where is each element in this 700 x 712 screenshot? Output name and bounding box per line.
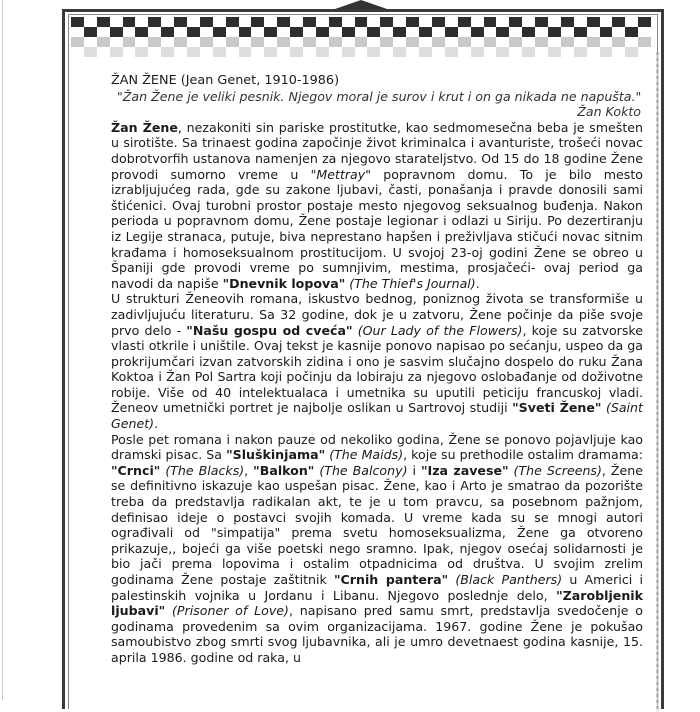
paragraph-text: u Americi i palestinskih vojnika u Jordanu i Libanu. Njegovo poslednje delo, <box>111 572 643 603</box>
checker-cell <box>264 27 277 37</box>
checker-cell <box>174 37 187 47</box>
epigraph-quote: "Žan Žene je veliki pesnik. Njegov moral je surov i krut i on ga nikada ne napušta." <box>117 88 642 104</box>
paragraph-text: , <box>244 462 254 478</box>
checker-cell <box>277 37 290 47</box>
checker-cell <box>600 37 613 47</box>
checker-cell <box>419 27 432 37</box>
checker-cell <box>458 27 471 37</box>
checker-cell <box>213 47 226 57</box>
checker-cell <box>600 27 613 37</box>
checker-cell <box>445 37 458 47</box>
checker-cell <box>290 27 303 37</box>
checker-cell <box>355 47 368 57</box>
checker-cell <box>535 17 548 27</box>
paragraph-text: , koje su prethodile ostalim dramama: <box>403 447 643 463</box>
checker-cell <box>342 17 355 27</box>
paragraph-text: , Žene se definitivno iskazuje kao uspešan pisac. Žene, kao i Arto je smatrao da pozorište treba da predstavlja radikalan akt, te je u tom pravcu, sa posebnom pažnjom, definisao ideje o postavci svojih komada. U vreme kada su se mnogi autori ograđivali od "simpatija" prema svetu homoseksualizma, Žene ga otvoreno prikazuje,, bojeći ga više poetski nego sramno. Ipak, njegov osećaj solidarnosti je bio jači prema lopovima i ostalim otpadnicima od društva. U svojim zrelim godinama Žene postaje zaštitnik <box>111 462 643 587</box>
checker-cell <box>239 27 252 37</box>
checker-cell <box>406 47 419 57</box>
emphasized-title: "Crnih pantera" <box>333 572 449 587</box>
checker-cell <box>625 27 638 37</box>
article-paragraph <box>111 432 643 666</box>
checker-cell <box>535 37 548 47</box>
checker-cell <box>522 37 535 47</box>
checker-cell <box>484 17 497 27</box>
checker-cell <box>303 37 316 47</box>
checker-cell <box>509 27 522 37</box>
checker-cell <box>135 17 148 27</box>
checker-cell <box>123 27 136 37</box>
italic-text: (The Screens) <box>513 462 602 478</box>
checker-cell <box>84 27 97 37</box>
checker-cell <box>97 17 110 27</box>
checker-cell <box>367 27 380 37</box>
checker-cell <box>329 37 342 47</box>
checker-cell <box>187 17 200 27</box>
checker-cell <box>587 17 600 27</box>
checker-cell <box>329 27 342 37</box>
checker-cell <box>97 27 110 37</box>
checker-cell <box>97 47 110 57</box>
italic-text: (Prisoner of Love) <box>172 603 289 619</box>
article-content <box>111 73 643 666</box>
checker-cell <box>522 17 535 27</box>
checker-cell <box>432 47 445 57</box>
checker-cell <box>625 47 638 57</box>
checker-cell <box>471 17 484 27</box>
checker-cell <box>367 47 380 57</box>
checker-cell <box>522 27 535 37</box>
checker-cell <box>277 47 290 57</box>
checker-cell <box>419 17 432 27</box>
checker-cell <box>509 47 522 57</box>
checker-cell <box>574 47 587 57</box>
checker-cell <box>355 27 368 37</box>
checker-cell <box>561 27 574 37</box>
checker-cell <box>187 27 200 37</box>
checker-cell <box>612 27 625 37</box>
italic-text: "Mettray" <box>310 166 372 182</box>
paragraph-text: . <box>154 416 159 432</box>
emphasized-title: "Dnevnik lopova" <box>222 275 346 291</box>
checker-cell <box>419 37 432 47</box>
checker-cell <box>432 37 445 47</box>
checker-cell <box>213 37 226 47</box>
paragraph-text: . <box>475 275 480 291</box>
checker-cell <box>600 47 613 57</box>
checker-row <box>71 47 651 57</box>
checker-cell <box>393 37 406 47</box>
checker-cell <box>110 17 123 27</box>
checker-cell <box>548 27 561 37</box>
checker-cell <box>406 17 419 27</box>
emphasized-title: "Našu gospu od cveća" <box>186 322 353 338</box>
checker-cell <box>342 47 355 57</box>
paragraph-text: i <box>407 462 421 478</box>
checker-cell <box>213 27 226 37</box>
checker-cell <box>587 47 600 57</box>
paragraph-text: , koje su zatvorske vlasti otkrile i uništile. Ovaj tekst je kasnije ponovo napisao po sećanju, uspeo da ga prokrijumčari izvan zatvorskih zidina i ono je sasvim slučajno dospelo do ruku Žana Koktoa i Žan Pol Sartra koji počinju da lobiraju za njegovo oslobađanje od doživotne robije. Više od 40 intelektualaca i umetnika su uputili peticiju francuskoj vladi. Ženeov umetnički portret je najbolje oslikan u Sartrovoj studiji <box>111 322 643 416</box>
checker-cell <box>316 47 329 57</box>
checker-cell <box>251 27 264 37</box>
checker-cell <box>251 47 264 57</box>
checker-cell <box>471 37 484 47</box>
checker-cell <box>174 27 187 37</box>
checker-cell <box>213 17 226 27</box>
checker-cell <box>226 27 239 37</box>
checker-cell <box>174 47 187 57</box>
checker-row <box>71 27 651 37</box>
checker-cell <box>123 47 136 57</box>
checker-cell <box>419 47 432 57</box>
checkered-border-ornament <box>71 17 651 57</box>
checker-cell <box>84 47 97 57</box>
checker-cell <box>367 37 380 47</box>
checker-cell <box>71 17 84 27</box>
checker-cell <box>148 27 161 37</box>
italic-text: (The Balcony) <box>319 462 408 478</box>
article-paragraph <box>111 291 643 431</box>
scan-edge-shadow <box>656 52 659 712</box>
checker-cell <box>638 37 651 47</box>
article-paragraph <box>111 120 643 292</box>
frame-top-ornament <box>335 0 387 9</box>
checker-cell <box>277 17 290 27</box>
article-title: ŽAN ŽENE (Jean Genet, 1910-1986) <box>111 73 340 88</box>
checker-cell <box>239 37 252 47</box>
italic-text: (Saint Genet) <box>111 400 643 432</box>
italic-text: (Black Panthers) <box>455 572 563 587</box>
checker-cell <box>290 37 303 47</box>
checker-cell <box>496 47 509 57</box>
checker-cell <box>84 37 97 47</box>
checker-cell <box>148 37 161 47</box>
checker-cell <box>135 27 148 37</box>
checker-cell <box>239 47 252 57</box>
checker-cell <box>561 17 574 27</box>
checker-cell <box>200 37 213 47</box>
checker-cell <box>612 47 625 57</box>
checker-cell <box>110 27 123 37</box>
article-body <box>111 120 643 666</box>
checker-cell <box>71 47 84 57</box>
checker-cell <box>432 27 445 37</box>
checker-cell <box>587 37 600 47</box>
italic-text: (The Thief's Journal) <box>349 275 476 291</box>
emphasized-title: Žan Žene <box>111 119 178 135</box>
checker-cell <box>110 47 123 57</box>
checker-cell <box>226 47 239 57</box>
checker-cell <box>561 47 574 57</box>
checker-cell <box>548 47 561 57</box>
italic-text: (The Maids) <box>329 447 404 463</box>
checker-cell <box>303 27 316 37</box>
checker-cell <box>200 47 213 57</box>
paragraph-text: , napisano pred samu smrt, predstavlja svedočenje o godinama provedenim sa ovim organizacijama. 1967. godine Žene je pokušao samoubistvo zbog smrti svog ljubavnika, ali je umro devetnaest godina kasnije, 15. aprila 1986. godine od raka, u <box>111 603 643 665</box>
emphasized-title: "Balkon" <box>253 462 315 478</box>
emphasized-title: "Sluškinjama" <box>226 447 326 463</box>
emphasized-title: "Sveti Žene" <box>512 400 602 416</box>
checker-cell <box>548 17 561 27</box>
checker-cell <box>329 17 342 27</box>
checker-cell <box>187 37 200 47</box>
checker-cell <box>612 17 625 27</box>
checker-cell <box>638 47 651 57</box>
checker-cell <box>638 17 651 27</box>
checker-cell <box>458 47 471 57</box>
checker-cell <box>380 37 393 47</box>
checker-cell <box>355 37 368 47</box>
checker-cell <box>445 17 458 27</box>
checker-cell <box>200 27 213 37</box>
checker-cell <box>251 37 264 47</box>
checker-cell <box>574 37 587 47</box>
checker-cell <box>123 37 136 47</box>
epigraph-author: Žan Kokto <box>577 104 641 120</box>
checker-cell <box>406 37 419 47</box>
checker-cell <box>264 17 277 27</box>
checker-cell <box>600 17 613 27</box>
checker-cell <box>496 17 509 27</box>
checker-cell <box>329 47 342 57</box>
checker-cell <box>587 27 600 37</box>
checker-cell <box>561 37 574 47</box>
italic-text: (Our Lady of the Flowers) <box>357 322 523 338</box>
emphasized-title: "Zarobljenik ljubavi" <box>111 587 643 619</box>
checker-cell <box>393 47 406 57</box>
checker-cell <box>380 17 393 27</box>
checker-row <box>71 37 651 47</box>
italic-text: (The Blacks) <box>165 462 245 478</box>
checker-cell <box>187 47 200 57</box>
checker-cell <box>471 47 484 57</box>
checker-cell <box>226 17 239 27</box>
emphasized-title: "Crnci" <box>111 462 161 478</box>
checker-cell <box>509 17 522 27</box>
checker-cell <box>458 37 471 47</box>
checker-cell <box>355 17 368 27</box>
paragraph-text: U strukturi Ženeovih romana, iskustvo bednog, poniznog života se transformiše u zadivljujuću literaturu. Sa 32 godine, dok je u zatvoru, Žene počinje da piše svoje prvo delo - <box>111 291 643 338</box>
checker-cell <box>458 17 471 27</box>
checker-cell <box>135 47 148 57</box>
checker-cell <box>342 27 355 37</box>
paragraph-text: popravnom domu. To je bilo mesto izrabljujućeg rada, gde su zakone ljubavi, časti, ponašanja i pravde donosili sami štićenici. Ovaj turobni prostor postaje mesto njegovog seksualnog buđenja. Nakon perioda u popravnom domu, Žene postaje legionar i odlazi u Siriju. Po dezertiranju iz Legije stranaca, putuje, biva neprestano hapšen i preživljava stičući novac sitnim krađama i homoseksualnom prostitucijom. U svojoj 23-oj godini Žene se obreo u Španiji gde provodi vreme po sumnjivim, mestima, prosjačeći- ovaj period ga navodi da napiše <box>111 166 644 291</box>
checker-cell <box>135 37 148 47</box>
checker-cell <box>277 27 290 37</box>
checker-cell <box>303 17 316 27</box>
checker-cell <box>316 37 329 47</box>
checker-cell <box>625 37 638 47</box>
checker-cell <box>161 27 174 37</box>
checker-cell <box>432 17 445 27</box>
page-edge-rule <box>2 0 3 700</box>
checker-cell <box>522 47 535 57</box>
checker-cell <box>110 37 123 47</box>
checker-cell <box>471 27 484 37</box>
checker-cell <box>303 47 316 57</box>
checker-cell <box>161 17 174 27</box>
document-frame <box>62 9 664 709</box>
paragraph-text: Posle pet romana i nakon pauze od nekoliko godina, Žene se ponovo pojavljuje kao dramski pisac. Sa <box>111 431 643 463</box>
checker-cell <box>574 27 587 37</box>
checker-cell <box>496 27 509 37</box>
checker-cell <box>97 37 110 47</box>
checker-cell <box>484 47 497 57</box>
checker-cell <box>161 47 174 57</box>
checker-row <box>71 17 651 27</box>
checker-cell <box>290 47 303 57</box>
checker-cell <box>84 17 97 27</box>
checker-cell <box>367 17 380 27</box>
emphasized-title: "Iza zavese" <box>420 462 509 478</box>
checker-cell <box>406 27 419 37</box>
checker-cell <box>342 37 355 47</box>
checker-cell <box>264 37 277 47</box>
checker-cell <box>71 27 84 37</box>
checker-cell <box>574 17 587 27</box>
checker-cell <box>264 47 277 57</box>
paragraph-text: , nezakoniti sin pariske prostitutke, kao sedmomesečna beba je smešten u sirotište. Sa trinaest godina započinje život kriminalca i avanturiste, trošeći novac dobrotvorfih ustanova namenjen za njegovo starateljstvo. Od 15 do 18 godine Žene provodi sumorno vreme u <box>111 119 643 182</box>
checker-cell <box>148 47 161 57</box>
checker-cell <box>316 17 329 27</box>
checker-cell <box>174 17 187 27</box>
checker-cell <box>445 27 458 37</box>
checker-cell <box>496 37 509 47</box>
paragraph-text <box>165 603 172 618</box>
checker-cell <box>638 27 651 37</box>
checker-cell <box>71 37 84 47</box>
checker-cell <box>239 17 252 27</box>
checker-cell <box>535 27 548 37</box>
checker-cell <box>484 27 497 37</box>
checker-cell <box>445 47 458 57</box>
checker-cell <box>548 37 561 47</box>
checker-cell <box>290 17 303 27</box>
checker-cell <box>251 17 264 27</box>
checker-cell <box>161 37 174 47</box>
checker-cell <box>200 17 213 27</box>
checker-cell <box>316 27 329 37</box>
checker-cell <box>393 17 406 27</box>
checker-cell <box>380 47 393 57</box>
checker-cell <box>625 17 638 27</box>
checker-cell <box>612 37 625 47</box>
checker-cell <box>509 37 522 47</box>
checker-cell <box>393 27 406 37</box>
checker-cell <box>535 47 548 57</box>
checker-cell <box>123 17 136 27</box>
checker-cell <box>380 27 393 37</box>
checker-cell <box>148 17 161 27</box>
checker-cell <box>226 37 239 47</box>
checker-cell <box>484 37 497 47</box>
